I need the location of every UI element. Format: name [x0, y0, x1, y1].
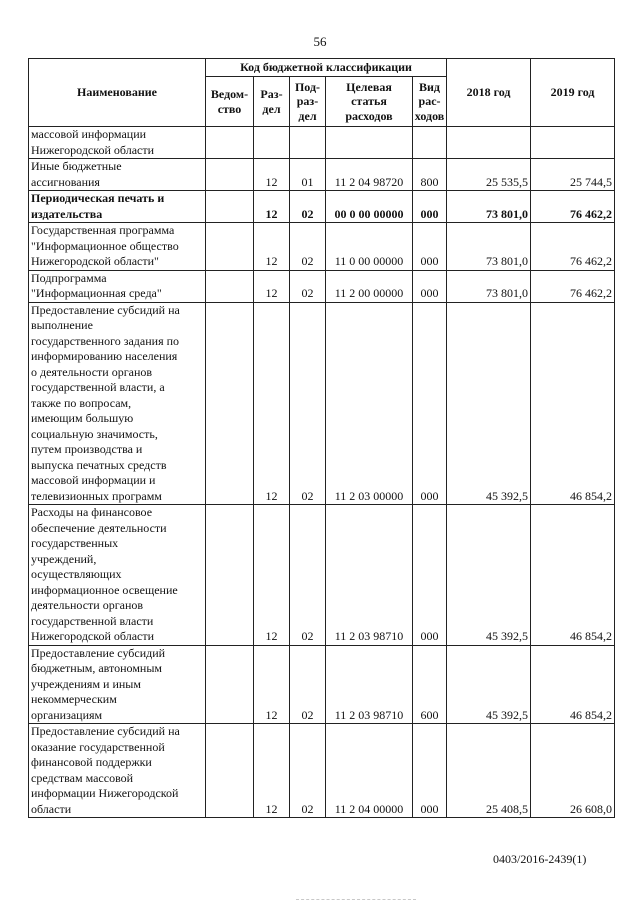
cell-name — [29, 505, 206, 646]
cell-name-line: выполнение — [31, 318, 93, 332]
cell-vedomstvo — [206, 191, 254, 223]
table-row — [29, 645, 615, 724]
cell-podrazdel: 02 — [290, 645, 326, 724]
cell-vedomstvo — [206, 270, 254, 302]
cell-name-line: государственной власти, а — [31, 380, 165, 394]
header-year-2019: 2019 год — [531, 59, 615, 127]
cell-razdel: 12 — [254, 302, 290, 505]
cell-name-line: телевизионных программ — [31, 488, 162, 503]
cell-name — [29, 270, 206, 302]
footer-marks — [296, 899, 416, 903]
cell-name-line: средствам массовой — [31, 770, 134, 785]
cell-vedomstvo — [206, 505, 254, 646]
cell-vedomstvo — [206, 645, 254, 724]
cell-name-line: Периодическая печать и — [31, 191, 165, 205]
cell-expense-type: 600 — [413, 645, 447, 724]
cell-name-line: деятельности органов — [31, 598, 144, 612]
cell-podrazdel: 02 — [290, 223, 326, 271]
cell-name-line: путем производства и — [31, 442, 143, 456]
budget-table — [28, 58, 615, 818]
cell-razdel: 12 — [254, 645, 290, 724]
cell-podrazdel: 02 — [290, 724, 326, 818]
cell-expense-type — [413, 127, 447, 159]
cell-name — [29, 127, 206, 159]
cell-podrazdel: 02 — [290, 302, 326, 505]
cell-name-line: также по вопросам, — [31, 395, 132, 410]
cell-target-item: 11 2 03 98710 — [326, 645, 413, 724]
cell-vedomstvo — [206, 127, 254, 159]
cell-name-line: Нижегородской области — [31, 629, 155, 643]
cell-target-item: 00 0 00 00000 — [326, 191, 413, 223]
cell-name-line: Предоставление субсидий — [31, 645, 166, 660]
cell-target-item: 11 2 03 98710 — [326, 505, 413, 646]
cell-name — [29, 159, 206, 191]
cell-vedomstvo — [206, 223, 254, 271]
cell-name-line: области — [31, 801, 72, 816]
cell-amount-2018 — [447, 127, 531, 159]
table-row — [29, 223, 615, 271]
cell-name-line: государственного задания по — [31, 333, 180, 348]
cell-target-item: 11 2 00 00000 — [326, 270, 413, 302]
cell-amount-2018: 45 392,5 — [447, 302, 531, 505]
cell-amount-2018: 45 392,5 — [447, 645, 531, 724]
cell-amount-2019: 25 744,5 — [531, 159, 615, 191]
cell-vedomstvo — [206, 302, 254, 505]
cell-expense-type: 000 — [413, 191, 447, 223]
cell-name-line: выпуска печатных средств — [31, 457, 167, 472]
cell-name-line: массовой информации — [31, 127, 147, 141]
cell-name — [29, 645, 206, 724]
cell-podrazdel: 02 — [290, 191, 326, 223]
cell-razdel: 12 — [254, 159, 290, 191]
header-razdel: Раз- дел — [254, 77, 290, 127]
cell-razdel: 12 — [254, 505, 290, 646]
cell-name-line: государственной власти — [31, 613, 154, 628]
cell-name-line: массовой информации и — [31, 473, 156, 487]
cell-expense-type: 000 — [413, 302, 447, 505]
cell-expense-type: 800 — [413, 159, 447, 191]
cell-name-line: Расходы на финансовое — [31, 505, 153, 519]
header-vedomstvo: Ведом- ство — [206, 77, 254, 127]
cell-name — [29, 191, 206, 223]
cell-amount-2019 — [531, 127, 615, 159]
cell-name-line: социальную значимость, — [31, 426, 158, 441]
cell-amount-2019: 76 462,2 — [531, 223, 615, 271]
cell-expense-type: 000 — [413, 724, 447, 818]
cell-name-line: государственных — [31, 536, 119, 550]
cell-target-item: 11 2 04 98720 — [326, 159, 413, 191]
cell-razdel — [254, 127, 290, 159]
table-row — [29, 505, 615, 646]
cell-name-line: оказание государственной — [31, 739, 165, 754]
cell-podrazdel — [290, 127, 326, 159]
cell-name-line: ассигнования — [31, 174, 100, 189]
table-body — [29, 127, 615, 818]
cell-expense-type: 000 — [413, 223, 447, 271]
cell-podrazdel: 02 — [290, 270, 326, 302]
cell-name-line: информационное освещение — [31, 582, 178, 597]
cell-target-item — [326, 127, 413, 159]
cell-name-line: Подпрограмма — [31, 270, 107, 285]
document-code: 0403/2016-2439(1) — [493, 852, 587, 866]
cell-name-line: учреждениям и иным — [31, 676, 141, 691]
header-budget-code-group: Код бюджетной классификации — [206, 59, 447, 77]
cell-vedomstvo — [206, 724, 254, 818]
table-row — [29, 302, 615, 505]
table-row — [29, 270, 615, 302]
cell-name-line: Иные бюджетные — [31, 159, 122, 173]
table-row — [29, 127, 615, 159]
table-row — [29, 191, 615, 223]
cell-podrazdel: 02 — [290, 505, 326, 646]
cell-name-line: "Информационная среда" — [31, 286, 162, 300]
cell-name-line: обеспечение деятельности — [31, 520, 167, 535]
table-row — [29, 724, 615, 818]
cell-expense-type: 000 — [413, 505, 447, 646]
header-podrazdel: Под- раз- дел — [290, 77, 326, 127]
cell-name-line: организациям — [31, 707, 103, 722]
cell-name-line: осуществляющих — [31, 567, 122, 581]
cell-amount-2019: 46 854,2 — [531, 302, 615, 505]
cell-razdel: 12 — [254, 724, 290, 818]
cell-target-item: 11 2 03 00000 — [326, 302, 413, 505]
cell-vedomstvo — [206, 159, 254, 191]
table-row — [29, 159, 615, 191]
cell-name-line: Нижегородской области — [31, 142, 155, 157]
cell-name-line: бюджетным, автономным — [31, 661, 162, 675]
cell-amount-2018: 45 392,5 — [447, 505, 531, 646]
cell-name-line: Государственная программа — [31, 223, 175, 237]
page-number: 56 — [313, 34, 327, 49]
cell-amount-2018: 73 801,0 — [447, 191, 531, 223]
header-target-item: Целевая статья расходов — [326, 77, 413, 127]
cell-name — [29, 302, 206, 505]
cell-name-line: информации Нижегородской — [31, 786, 179, 800]
cell-name-line: некоммерческим — [31, 692, 117, 706]
cell-target-item: 11 2 04 00000 — [326, 724, 413, 818]
cell-name-line: издательства — [31, 206, 103, 221]
cell-name — [29, 724, 206, 818]
cell-amount-2019: 76 462,2 — [531, 191, 615, 223]
cell-amount-2019: 26 608,0 — [531, 724, 615, 818]
cell-name-line: о деятельности органов — [31, 364, 153, 379]
cell-name-line: Предоставление субсидий на — [31, 724, 180, 738]
cell-name-line: финансовой поддержки — [31, 755, 152, 769]
cell-amount-2019: 46 854,2 — [531, 645, 615, 724]
cell-amount-2019: 46 854,2 — [531, 505, 615, 646]
header-expense-type: Вид рас- ходов — [413, 77, 447, 127]
cell-amount-2018: 73 801,0 — [447, 270, 531, 302]
cell-name-line: информированию населения — [31, 349, 178, 363]
header-name: Наименование — [29, 59, 206, 127]
cell-target-item: 11 0 00 00000 — [326, 223, 413, 271]
cell-name-line: Предоставление субсидий на — [31, 302, 180, 317]
cell-podrazdel: 01 — [290, 159, 326, 191]
cell-amount-2018: 73 801,0 — [447, 223, 531, 271]
cell-razdel: 12 — [254, 223, 290, 271]
cell-razdel: 12 — [254, 270, 290, 302]
cell-name — [29, 223, 206, 271]
cell-razdel: 12 — [254, 191, 290, 223]
cell-name-line: Нижегородской области" — [31, 254, 159, 268]
cell-name-line: "Информационное общество — [31, 238, 179, 253]
cell-name-line: имеющим большую — [31, 411, 134, 425]
cell-amount-2019: 76 462,2 — [531, 270, 615, 302]
cell-amount-2018: 25 535,5 — [447, 159, 531, 191]
cell-name-line: учреждений, — [31, 551, 97, 566]
cell-amount-2018: 25 408,5 — [447, 724, 531, 818]
header-year-2018: 2018 год — [447, 59, 531, 127]
cell-expense-type: 000 — [413, 270, 447, 302]
